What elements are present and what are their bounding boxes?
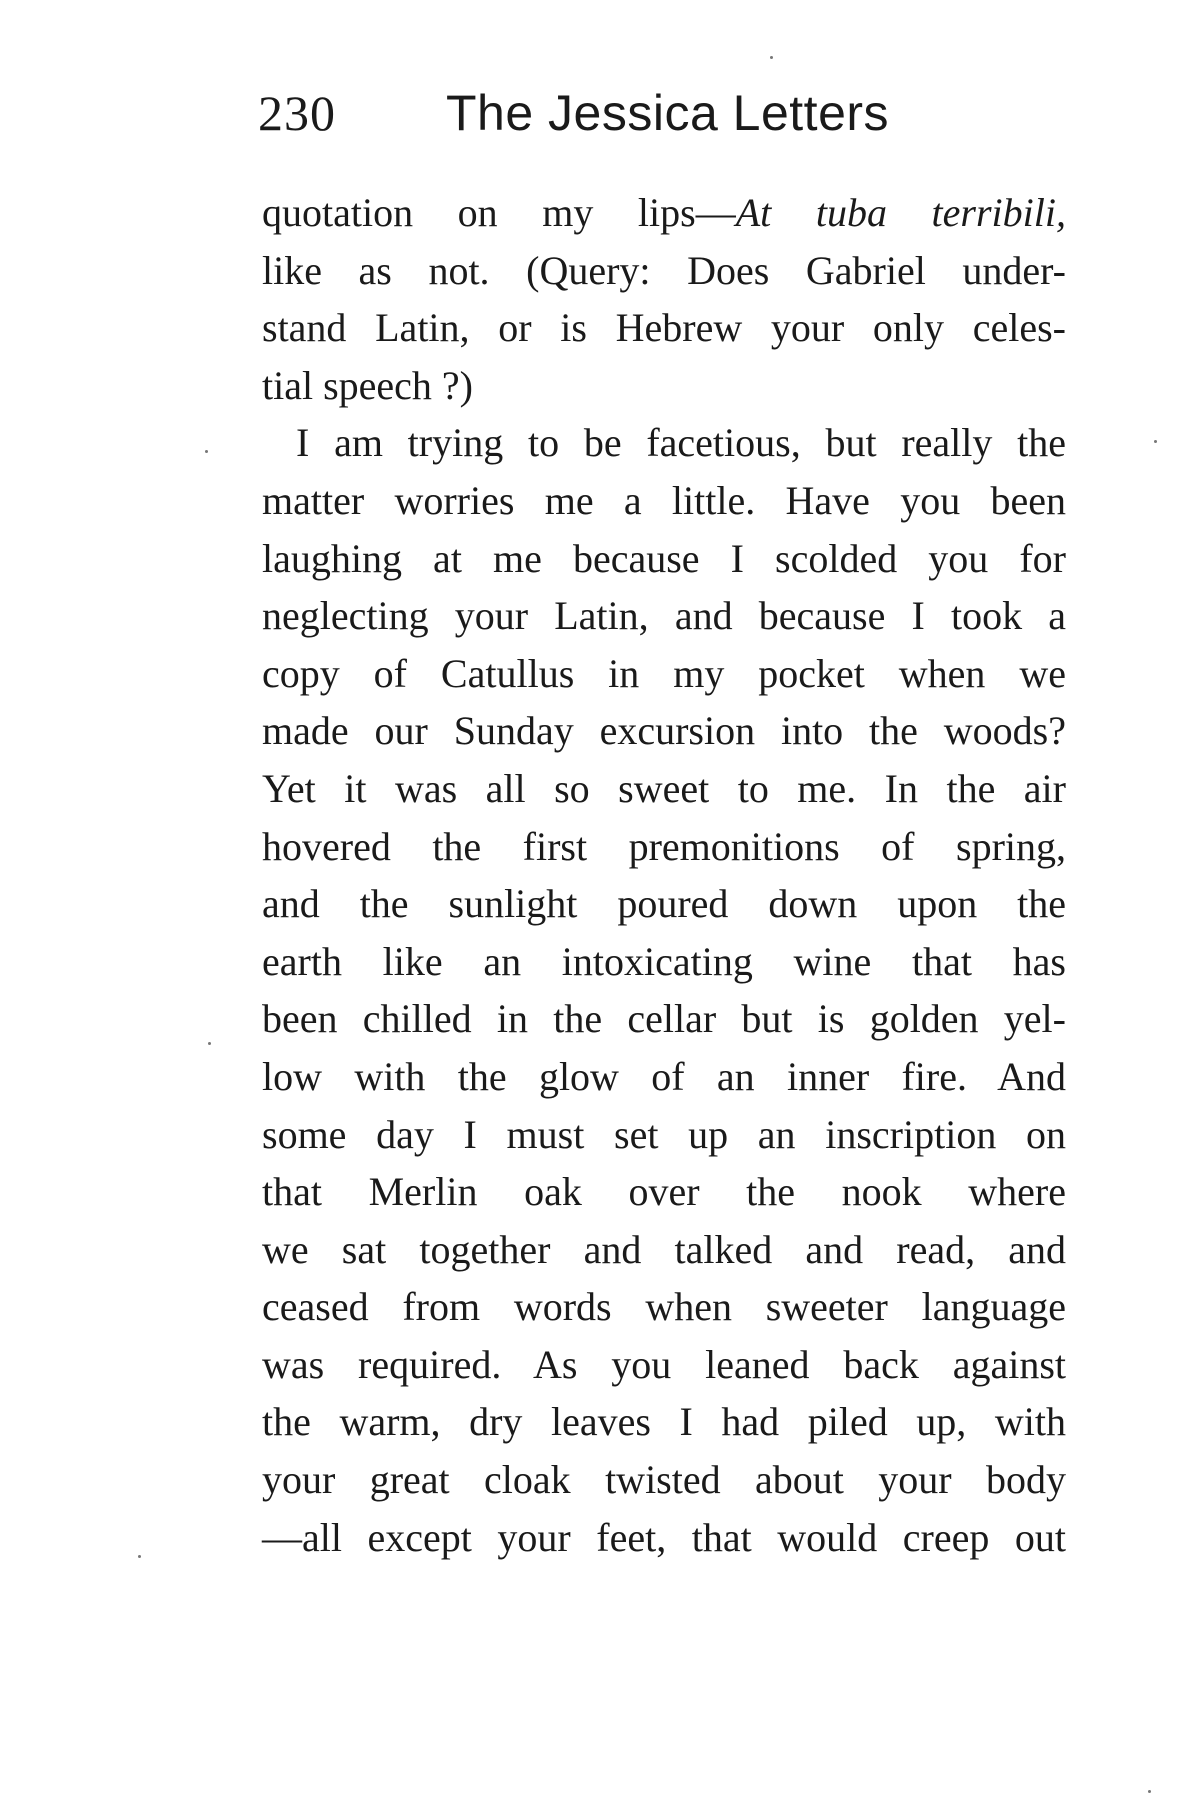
text-line: tial speech ?) (262, 362, 473, 408)
text-line: copy of Catullus in my pocket when we (262, 650, 1066, 696)
text-line: your great cloak twisted about your body (262, 1457, 1066, 1503)
scan-speck (1154, 440, 1157, 443)
text-line: made our Sunday excursion into the woods? (262, 708, 1066, 754)
text-line: the warm, dry leaves I had piled up, with (262, 1399, 1066, 1445)
scan-speck (1148, 1790, 1151, 1793)
page-header (258, 78, 1078, 148)
running-title: The Jessica Letters (446, 85, 890, 141)
scan-speck (138, 1555, 141, 1558)
text-line: ceased from words when sweeter language (262, 1284, 1066, 1330)
text-line: Yet it was all so sweet to me. In the air (262, 765, 1066, 811)
text-line: matter worries me a little. Have you been (262, 477, 1066, 523)
text-line: earth like an intoxicating wine that has (262, 938, 1066, 984)
text-line: like as not. (Query: Does Gabriel under- (262, 247, 1066, 293)
page-number: 230 (258, 85, 336, 141)
text-line: laughing at me because I scolded you for (262, 535, 1066, 581)
text-line: and the sunlight poured down upon the (262, 881, 1066, 927)
text-line: neglecting your Latin, and because I took a (262, 593, 1066, 639)
text-line: low with the glow of an inner fire. And (262, 1053, 1066, 1099)
text-line: quotation on my lips—At tuba terribili, (262, 190, 1066, 235)
text-line: was required. As you leaned back against (262, 1341, 1066, 1387)
text-line: been chilled in the cellar but is golden yel- (262, 996, 1066, 1042)
text-line: I am trying to be facetious, but really the (296, 420, 1066, 466)
text-line: stand Latin, or is Hebrew your only celes- (262, 305, 1066, 351)
text-line: that Merlin oak over the nook where (262, 1169, 1066, 1215)
scan-speck (205, 450, 208, 453)
body-text (262, 184, 1066, 1566)
scan-speck (208, 1042, 211, 1045)
text-line: hovered the first premonitions of spring, (262, 823, 1066, 869)
scan-speck (770, 56, 773, 59)
text-line: —all except your feet, that would creep out (262, 1514, 1066, 1560)
text-line: we sat together and talked and read, and (262, 1226, 1066, 1272)
latin-quotation: At tuba terribili, (735, 190, 1066, 235)
text-line: some day I must set up an inscription on (262, 1111, 1066, 1157)
